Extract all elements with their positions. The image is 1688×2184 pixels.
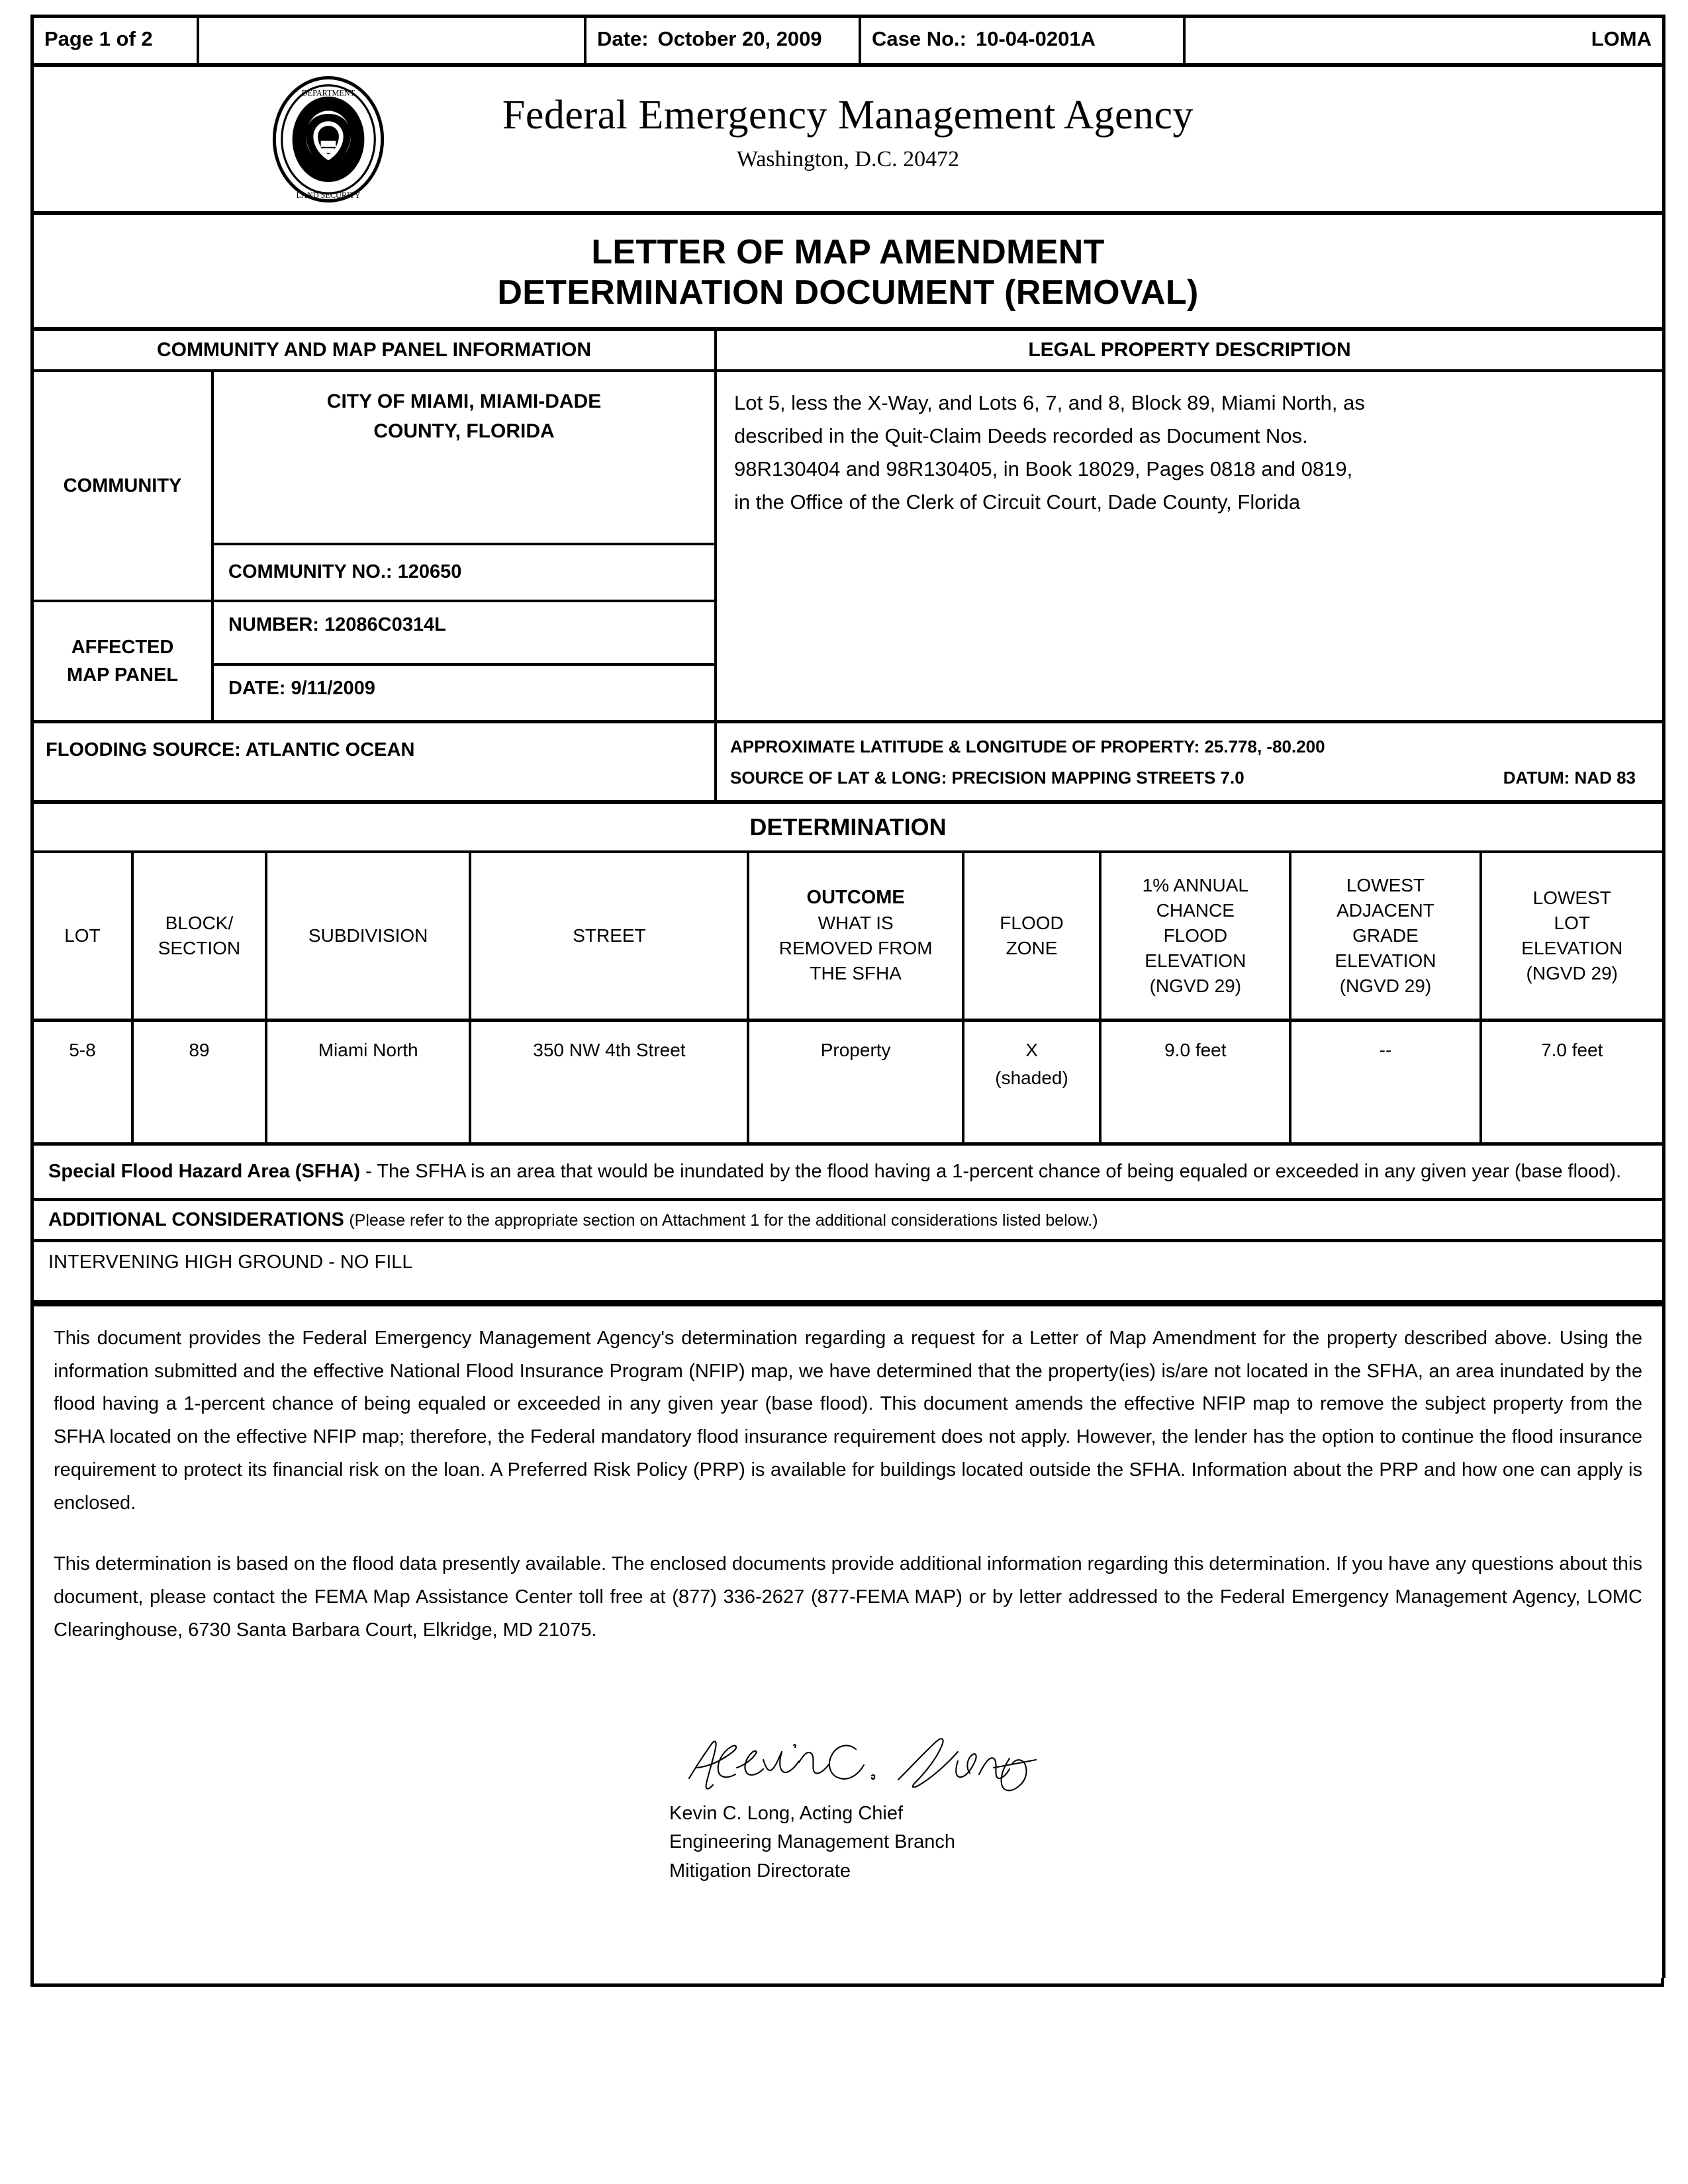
signer-directorate: Mitigation Directorate <box>669 1860 851 1882</box>
additional-considerations-header <box>34 1201 1662 1242</box>
svg-text:DEPARTMENT: DEPARTMENT <box>301 88 355 98</box>
list-item: INTERVENING HIGH GROUND - NO FILL <box>48 1251 413 1273</box>
determination-header: DETERMINATION <box>34 804 1662 853</box>
col-subdivision <box>266 853 470 1021</box>
col-outcome-sublabel: WHAT IS REMOVED FROM THE SFHA <box>778 913 933 984</box>
flooding-source-block <box>34 723 1662 804</box>
cell-outcome: Property <box>748 1020 962 1142</box>
community-name-line1: CITY OF MIAMI, MIAMI-DADE <box>326 390 602 412</box>
cell-block-section: 89 <box>132 1020 266 1142</box>
document-body <box>34 1303 1662 1978</box>
map-panel-row <box>34 602 714 720</box>
col-lag-label: LOWEST ADJACENT GRADE ELEVATION (NGVD 29) <box>1335 874 1436 996</box>
cell-lle: 7.0 feet <box>1541 1039 1603 1060</box>
svg-text:LAND SECURITY: LAND SECURITY <box>296 190 361 200</box>
community-row <box>34 372 714 602</box>
lat-long-block <box>717 723 1662 800</box>
lat-long-source: SOURCE OF LAT & LONG: PRECISION MAPPING STREETS 7.0 <box>730 767 1244 788</box>
determination-table <box>34 853 1662 1142</box>
date-cell <box>586 18 861 63</box>
cell-bfe: 9.0 feet <box>1100 1020 1290 1142</box>
col-street-label: STREET <box>573 925 646 946</box>
flooding-source: FLOODING SOURCE: ATLANTIC OCEAN <box>34 723 717 800</box>
body-paragraph-1: This document provides the Federal Emergency Management Agency's determination regarding a request for a Letter of Map Amendment for the property described above. Using the information submitted and the effective National Flood Insurance Program (NFIP) map, we have determined that the property(ies) is/are not located in the SFHA, an area inundated by the flood having a 1-percent chance of being equaled or exceeded in any given year (base flood). This document amends the effective NFIP map to remove the subject property from the SFHA located on the effective NFIP map; therefore, the Federal mandatory flood insurance requirement does not apply. However, the lender has the option to continue the flood insurance requirement to protect its financial risk on the loan. A Preferred Risk Policy (PRP) is available for buildings located outside the SFHA. Information about the PRP and how one can apply is enclosed. <box>54 1327 1642 1514</box>
legal-line-1: Lot 5, less the X-Way, and Lots 6, 7, and 8, Block 89, Miami North, as <box>734 390 1365 414</box>
fema-masthead <box>34 67 1662 215</box>
cell-street: 350 NW 4th Street <box>470 1020 748 1142</box>
map-panel-label <box>34 602 214 720</box>
signature-block <box>54 1727 1642 1886</box>
date-label: Date: <box>597 27 649 50</box>
cell-flood-zone: X (shaded) <box>963 1020 1100 1142</box>
col-lag <box>1290 853 1480 1021</box>
community-panel <box>34 372 717 720</box>
case-number-cell <box>861 18 1186 63</box>
header-blank-cell <box>199 18 586 63</box>
date-value: October 20, 2009 <box>657 27 822 50</box>
signer-branch: Engineering Management Branch <box>669 1831 956 1853</box>
cell-lot: 5-8 <box>34 1020 132 1142</box>
agency-city: Washington, D.C. 20472 <box>736 147 960 171</box>
determination-header-row <box>34 853 1662 1021</box>
latitude-longitude: APPROXIMATE LATITUDE & LONGITUDE OF PROPERTY: 25.778, -80.200 <box>730 736 1325 756</box>
map-panel-label-line1: AFFECTED <box>71 636 174 658</box>
col-bfe-label: 1% ANNUAL CHANCE FLOOD ELEVATION (NGVD 29) <box>1142 874 1248 996</box>
col-block-section <box>132 853 266 1021</box>
col-lot-label: LOT <box>64 925 101 946</box>
lat-long-source-row <box>730 768 1648 788</box>
legal-line-4: in the Office of the Clerk of Circuit Court, Dade County, Florida <box>734 490 1301 514</box>
agency-name: Federal Emergency Management Agency <box>502 93 1194 138</box>
case-number-label: Case No.: <box>872 27 966 50</box>
loma-document <box>30 15 1665 1978</box>
col-subdivision-label: SUBDIVISION <box>308 925 428 946</box>
legal-line-2: described in the Quit-Claim Deeds recorded as Document Nos. <box>734 424 1308 447</box>
col-block-section-label: BLOCK/ SECTION <box>158 912 241 958</box>
document-type-label: LOMA <box>1591 27 1652 50</box>
community-name-line2: COUNTY, FLORIDA <box>373 420 555 442</box>
dhs-seal-icon <box>252 75 404 204</box>
case-number-value: 10-04-0201A <box>975 27 1096 50</box>
col-lle-label: LOWEST LOT ELEVATION (NGVD 29) <box>1521 887 1623 983</box>
col-bfe <box>1100 853 1290 1021</box>
col-street <box>470 853 748 1021</box>
cell-subdivision: Miami North <box>266 1020 470 1142</box>
sfha-bold-lead: Special Flood Hazard Area (SFHA) <box>48 1160 361 1182</box>
datum-value: DATUM: NAD 83 <box>1503 767 1636 788</box>
document-header-bar <box>34 18 1662 67</box>
document-title-line1: LETTER OF MAP AMENDMENT <box>591 233 1105 271</box>
map-panel-date: DATE: 9/11/2009 <box>228 677 375 699</box>
cell-lag: -- <box>1290 1020 1480 1142</box>
section-headers-row <box>34 331 1662 372</box>
col-outcome-label: OUTCOME <box>806 886 905 908</box>
community-label: COMMUNITY <box>34 372 214 600</box>
community-number: COMMUNITY NO.: 120650 <box>228 561 462 583</box>
kevin-c-long-signature-icon <box>682 1727 1040 1799</box>
community-name-cell <box>214 372 714 545</box>
sfha-definition <box>34 1142 1662 1201</box>
document-type-cell <box>1186 18 1662 63</box>
document-title <box>34 215 1662 331</box>
col-flood-zone <box>963 853 1100 1021</box>
map-panel-label-line2: MAP PANEL <box>66 664 179 686</box>
col-lle <box>1481 853 1662 1021</box>
col-outcome <box>748 853 962 1021</box>
document-bottom-border <box>30 1978 1664 1987</box>
community-legal-block <box>34 372 1662 723</box>
page-number-cell <box>34 18 199 63</box>
legal-section-header: LEGAL PROPERTY DESCRIPTION <box>1028 338 1351 361</box>
table-row <box>34 1020 1662 1142</box>
legal-property-description <box>717 372 1662 720</box>
body-paragraph-2: This determination is based on the flood data presently available. The enclosed documents provide additional information regarding this determination. If you have any questions about this document, please contact the FEMA Map Assistance Center toll free at (877) 336-2627 (877-FEMA MAP) or by letter addressed to the Federal Emergency Management Agency, LOMC Clearinghouse, 6730 Santa Barbara Court, Elkridge, MD 21075. <box>54 1553 1642 1641</box>
page-number-label: Page 1 of 2 <box>44 27 153 50</box>
signer-name-title: Kevin C. Long, Acting Chief <box>669 1802 904 1824</box>
col-flood-zone-label: FLOOD ZONE <box>1000 912 1064 958</box>
additional-considerations-note: (Please refer to the appropriate section on Attachment 1 for the additional considerations listed below.) <box>349 1210 1098 1230</box>
document-title-line2: DETERMINATION DOCUMENT (REMOVAL) <box>497 273 1199 312</box>
additional-considerations-title: ADDITIONAL CONSIDERATIONS <box>48 1208 344 1230</box>
legal-line-3: 98R130404 and 98R130405, in Book 18029, Pages 0818 and 0819, <box>734 457 1353 481</box>
map-panel-number: NUMBER: 12086C0314L <box>214 602 714 666</box>
col-lot <box>34 853 132 1021</box>
additional-considerations-list <box>34 1242 1662 1303</box>
sfha-text: - The SFHA is an area that would be inundated by the flood having a 1-percent chance of being equaled or exceeded in any given year (base flood). <box>360 1160 1622 1182</box>
community-section-header: COMMUNITY AND MAP PANEL INFORMATION <box>34 331 717 369</box>
